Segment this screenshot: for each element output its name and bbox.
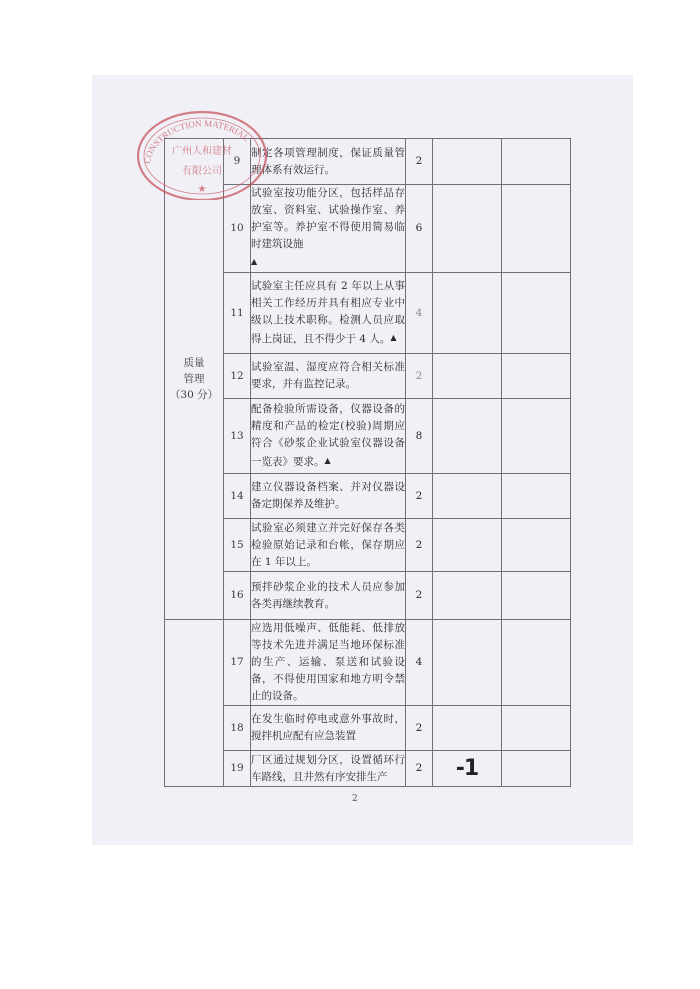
item-score: 8 (406, 399, 433, 474)
table-row (165, 354, 571, 399)
handwritten-deduction: -1 (455, 755, 479, 781)
table-row (165, 519, 571, 572)
remark-cell (502, 572, 571, 620)
remark-cell (502, 185, 571, 273)
table-row (165, 399, 571, 474)
deduction-cell (433, 751, 502, 787)
item-score: 2 (406, 139, 433, 185)
table-row (165, 572, 571, 620)
seal-ring-text: CONSTRUCTION MATERIAL (141, 118, 252, 165)
item-description: 试验室按功能分区，包括样品存放室、资料室、试验操作室、养护室等。养护室不得使用简易临时建筑设施 (251, 187, 405, 250)
item-number: 9 (224, 139, 251, 185)
remark-cell (502, 399, 571, 474)
item-score: 2 (406, 572, 433, 620)
deduction-cell (433, 185, 502, 273)
deduction-cell (433, 399, 502, 474)
item-description: 厂区通过规划分区，设置循环行车路线，且井然有序安排生产 (251, 751, 406, 787)
item-score: 2 (406, 354, 433, 399)
item-number: 18 (224, 706, 251, 751)
deduction-cell (433, 572, 502, 620)
seal-star: ★ (197, 184, 207, 195)
deduction-cell (433, 474, 502, 519)
table-row (165, 273, 571, 354)
deduction-cell (433, 519, 502, 572)
table-row (165, 185, 571, 273)
item-number: 13 (224, 399, 251, 474)
item-description-cell (251, 185, 406, 273)
category-label-line2: 管理 (183, 373, 205, 385)
item-score: 2 (406, 474, 433, 519)
item-description: 试验室必须建立并完好保存各类检验原始记录和台帐，保存期应在 1 年以上。 (251, 519, 406, 572)
deduction-cell (433, 706, 502, 751)
item-score: 4 (406, 273, 433, 354)
triangle-mark: ▲ (390, 333, 397, 342)
item-description: 建立仪器设备档案、并对仪器设备定期保养及维护。 (251, 474, 406, 519)
remark-cell (502, 273, 571, 354)
deduction-cell (433, 139, 502, 185)
item-score: 2 (406, 519, 433, 572)
item-number: 17 (224, 620, 251, 706)
deduction-cell (433, 620, 502, 706)
table-row (165, 706, 571, 751)
item-description-cell (251, 399, 406, 474)
item-description: 配备检验所需设备，仪器设备的精度和产品的检定(校验)周期应符合《砂浆企业试验室仪器设备一览表》要求。 (251, 403, 405, 468)
category-cell-empty (165, 620, 224, 787)
seal-company-text: 有限公司 (182, 166, 222, 177)
category-label-line3: （30 分） (169, 389, 219, 401)
triangle-mark: ▲ (324, 456, 331, 465)
item-description: 预拌砂浆企业的技术人员应参加各类再继续教育。 (251, 572, 406, 620)
remark-cell (502, 354, 571, 399)
item-score: 6 (406, 185, 433, 273)
category-label-line1: 质量 (183, 357, 205, 369)
item-description-cell (251, 273, 406, 354)
deduction-cell (433, 354, 502, 399)
table-row (165, 474, 571, 519)
remark-cell (502, 139, 571, 185)
item-number: 16 (224, 572, 251, 620)
item-number: 12 (224, 354, 251, 399)
item-score: 2 (406, 751, 433, 787)
item-description: 试验室温、湿度应符合相关标准要求，并有监控记录。 (251, 354, 406, 399)
triangle-mark: ▲ (251, 257, 258, 266)
remark-cell (502, 519, 571, 572)
item-description: 试验室主任应具有 2 年以上从事相关工作经历并具有相应专业中级以上技术职称。检测人员应取得上岗证，且不得少于 4 人。 (251, 280, 405, 345)
table-row (165, 751, 571, 787)
seal-inner-text: 广州人和建材 (172, 146, 232, 157)
table-row (165, 620, 571, 706)
page-number: 2 (352, 794, 358, 804)
remark-cell (502, 751, 571, 787)
remark-cell (502, 620, 571, 706)
item-number: 10 (224, 185, 251, 273)
table-row (165, 139, 571, 185)
remark-cell (502, 706, 571, 751)
item-description: 制定各项管理制度，保证质量管理体系有效运行。 (251, 139, 406, 185)
item-score: 4 (406, 620, 433, 706)
remark-cell (502, 474, 571, 519)
category-cell (165, 139, 224, 620)
item-number: 19 (224, 751, 251, 787)
item-description: 在发生临时停电或意外事故时，搅拌机应配有应急装置 (251, 706, 406, 751)
item-description: 应选用低噪声、低能耗、低排放等技术先进并满足当地环保标准的生产、运输、泵送和试验设备，不得使用国家和地方明令禁止的设备。 (251, 620, 406, 706)
deduction-cell (433, 273, 502, 354)
item-number: 15 (224, 519, 251, 572)
item-number: 11 (224, 273, 251, 354)
item-number: 14 (224, 474, 251, 519)
evaluation-table (164, 138, 571, 787)
item-score: 2 (406, 706, 433, 751)
